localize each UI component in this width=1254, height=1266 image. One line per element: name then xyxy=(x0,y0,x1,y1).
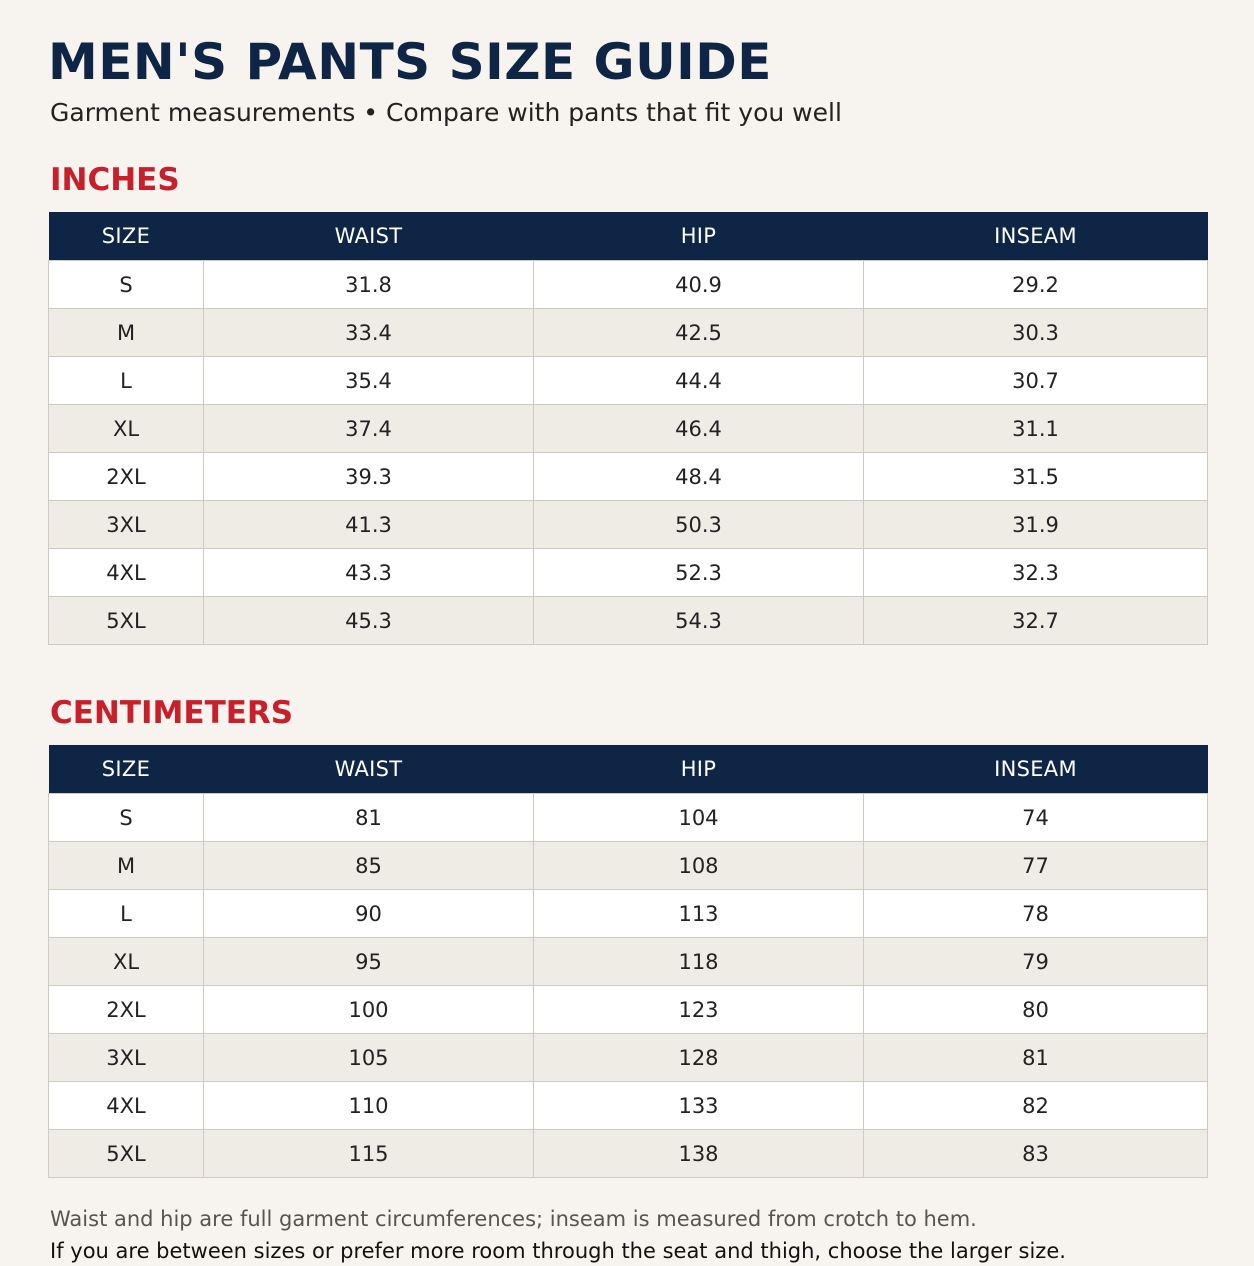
table-row xyxy=(49,453,1208,501)
size-cell: L xyxy=(49,890,204,938)
size-cell: L xyxy=(49,357,204,405)
size-cell: 2XL xyxy=(49,453,204,501)
waist-cell: 81 xyxy=(204,794,534,842)
hip-cell: 118 xyxy=(534,938,864,986)
inseam-cell: 77 xyxy=(864,842,1208,890)
table-row xyxy=(49,986,1208,1034)
size-cell: M xyxy=(49,842,204,890)
inseam-cell: 78 xyxy=(864,890,1208,938)
waist-cell: 90 xyxy=(204,890,534,938)
table-row xyxy=(49,597,1208,645)
inseam-cell: 30.3 xyxy=(864,309,1208,357)
inseam-cell: 32.3 xyxy=(864,549,1208,597)
waist-cell: 35.4 xyxy=(204,357,534,405)
page-title: MEN'S PANTS SIZE GUIDE xyxy=(48,33,772,91)
sizing-tip: If you are between sizes or prefer more room through the seat and thigh, choose the larger size. xyxy=(50,1239,1066,1263)
waist-cell: 105 xyxy=(204,1034,534,1082)
hip-cell: 123 xyxy=(534,986,864,1034)
inseam-cell: 80 xyxy=(864,986,1208,1034)
size-cell: M xyxy=(49,309,204,357)
hip-cell: 40.9 xyxy=(534,261,864,309)
waist-cell: 100 xyxy=(204,986,534,1034)
hip-cell: 54.3 xyxy=(534,597,864,645)
waist-cell: 37.4 xyxy=(204,405,534,453)
inseam-cell: 31.5 xyxy=(864,453,1208,501)
column-header-size: SIZE xyxy=(49,745,204,794)
size-cell: S xyxy=(49,794,204,842)
waist-cell: 110 xyxy=(204,1082,534,1130)
hip-cell: 48.4 xyxy=(534,453,864,501)
waist-cell: 85 xyxy=(204,842,534,890)
table-row xyxy=(49,309,1208,357)
measurement-note: Waist and hip are full garment circumferences; inseam is measured from crotch to hem. xyxy=(50,1207,977,1231)
column-header-waist: WAIST xyxy=(204,745,534,794)
hip-cell: 133 xyxy=(534,1082,864,1130)
waist-cell: 33.4 xyxy=(204,309,534,357)
size-cell: 2XL xyxy=(49,986,204,1034)
table-row xyxy=(49,261,1208,309)
hip-cell: 108 xyxy=(534,842,864,890)
centimeters-heading: CENTIMETERS xyxy=(50,695,294,731)
size-cell: 3XL xyxy=(49,501,204,549)
table-row xyxy=(49,1130,1208,1178)
column-header-inseam: INSEAM xyxy=(864,745,1208,794)
column-header-hip: HIP xyxy=(534,212,864,261)
size-cell: S xyxy=(49,261,204,309)
inseam-cell: 30.7 xyxy=(864,357,1208,405)
size-guide-page xyxy=(48,30,1207,1266)
size-cell: 4XL xyxy=(49,1082,204,1130)
inseam-cell: 31.9 xyxy=(864,501,1208,549)
column-header-inseam: INSEAM xyxy=(864,212,1208,261)
table-row xyxy=(49,1034,1208,1082)
inches-table xyxy=(48,212,1208,645)
waist-cell: 115 xyxy=(204,1130,534,1178)
waist-cell: 39.3 xyxy=(204,453,534,501)
size-cell: 4XL xyxy=(49,549,204,597)
inches-heading: INCHES xyxy=(50,162,180,198)
inseam-cell: 74 xyxy=(864,794,1208,842)
inseam-cell: 79 xyxy=(864,938,1208,986)
hip-cell: 128 xyxy=(534,1034,864,1082)
table-row xyxy=(49,890,1208,938)
inseam-cell: 31.1 xyxy=(864,405,1208,453)
column-header-size: SIZE xyxy=(49,212,204,261)
waist-cell: 41.3 xyxy=(204,501,534,549)
size-cell: 5XL xyxy=(49,1130,204,1178)
waist-cell: 31.8 xyxy=(204,261,534,309)
column-header-hip: HIP xyxy=(534,745,864,794)
table-row xyxy=(49,549,1208,597)
size-cell: 3XL xyxy=(49,1034,204,1082)
hip-cell: 50.3 xyxy=(534,501,864,549)
hip-cell: 42.5 xyxy=(534,309,864,357)
inseam-cell: 83 xyxy=(864,1130,1208,1178)
inseam-cell: 81 xyxy=(864,1034,1208,1082)
inseam-cell: 29.2 xyxy=(864,261,1208,309)
table-row xyxy=(49,938,1208,986)
table-header-row xyxy=(49,212,1208,261)
inseam-cell: 32.7 xyxy=(864,597,1208,645)
page-subtitle: Garment measurements • Compare with pants that fit you well xyxy=(50,98,842,127)
hip-cell: 44.4 xyxy=(534,357,864,405)
waist-cell: 45.3 xyxy=(204,597,534,645)
waist-cell: 43.3 xyxy=(204,549,534,597)
inseam-cell: 82 xyxy=(864,1082,1208,1130)
size-cell: XL xyxy=(49,405,204,453)
table-header-row xyxy=(49,745,1208,794)
table-row xyxy=(49,842,1208,890)
column-header-waist: WAIST xyxy=(204,212,534,261)
table-row xyxy=(49,1082,1208,1130)
hip-cell: 46.4 xyxy=(534,405,864,453)
centimeters-table xyxy=(48,745,1208,1178)
hip-cell: 52.3 xyxy=(534,549,864,597)
table-row xyxy=(49,794,1208,842)
size-cell: 5XL xyxy=(49,597,204,645)
table-row xyxy=(49,501,1208,549)
table-row xyxy=(49,357,1208,405)
waist-cell: 95 xyxy=(204,938,534,986)
size-cell: XL xyxy=(49,938,204,986)
hip-cell: 138 xyxy=(534,1130,864,1178)
hip-cell: 104 xyxy=(534,794,864,842)
hip-cell: 113 xyxy=(534,890,864,938)
table-row xyxy=(49,405,1208,453)
